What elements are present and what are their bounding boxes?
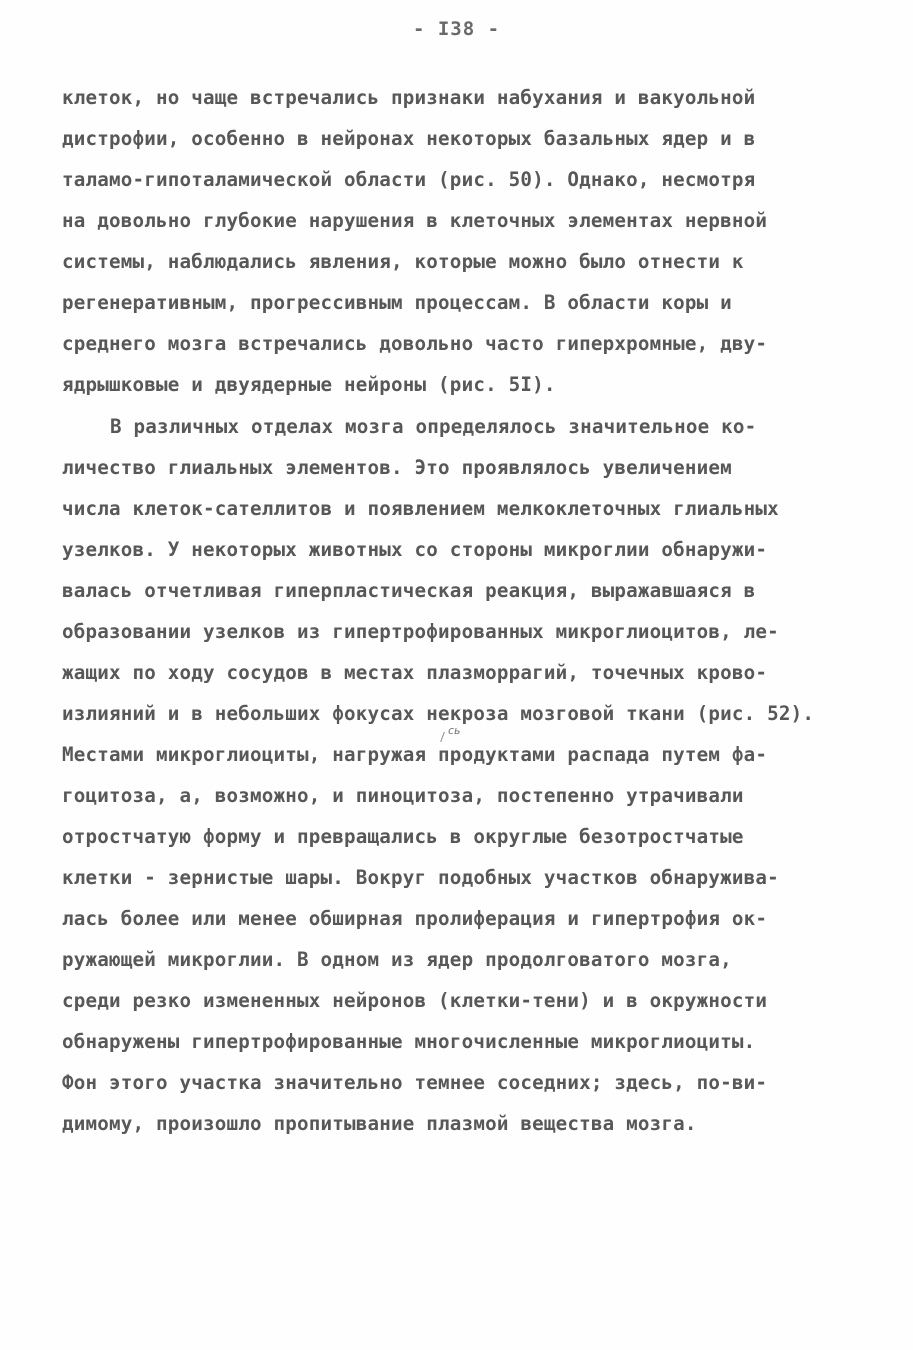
paragraph-2-line-18: димому, произошло пропитывание плазмой вещества мозга.	[62, 1112, 697, 1135]
paragraph-2-line-5: валась отчетливая гиперпластическая реакция, выражавшаяся в	[62, 579, 756, 602]
paragraph-1-line-4: на довольно глубокие нарушения в клеточных элементах нервной	[62, 209, 768, 232]
handwritten-annotation: сь	[448, 724, 461, 737]
paragraph-2-line-10: гоцитоза, а, возможно, и пиноцитоза, постепенно утрачивали	[62, 784, 744, 807]
paragraph-2-line-6: образовании узелков из гипертрофированных микроглиоцитов, ле-	[62, 620, 779, 643]
paragraph-2-line-13: лась более или менее обширная пролиферация и гипертрофия ок-	[62, 907, 768, 930]
paragraph-2-line-14: ружающей микроглии. В одном из ядер продолговатого мозга,	[62, 948, 732, 971]
paragraph-1-line-2: дистрофии, особенно в нейронах некоторых базальных ядер и в	[62, 127, 756, 150]
paragraph-2-line-3: числа клеток-сателлитов и появлением мелкоклеточных глиальных	[62, 497, 779, 520]
paragraph-2-line-1: В различных отделах мозга определялось значительное ко-	[110, 415, 757, 438]
paragraph-2-line-9: Местами микроглиоциты, нагружая продуктами распада путем фа-	[62, 743, 768, 766]
paragraph-2-line-4: узелков. У некоторых животных со стороны микроглии обнаружи-	[62, 538, 768, 561]
paragraph-1-line-5: системы, наблюдались явления, которые можно было отнести к	[62, 250, 744, 273]
paragraph-1-line-8: ядрышковые и двуядерные нейроны (рис. 5I).	[62, 373, 556, 396]
paragraph-2-line-12: клетки - зернистые шары. Вокруг подобных участков обнаружива-	[62, 866, 779, 889]
paragraph-2-line-8: излияний и в небольших фокусах некроза мозговой ткани (рис. 52).	[62, 702, 815, 725]
paragraph-2-line-15: среди резко измененных нейронов (клетки-тени) и в окружности	[62, 989, 768, 1012]
paragraph-2-line-2: личество глиальных элементов. Это проявлялось увеличением	[62, 456, 732, 479]
paragraph-1-line-3: таламо-гипоталамической области (рис. 50). Однако, несмотря	[62, 168, 756, 191]
paragraph-1-line-6: регенеративным, прогрессивным процессам. В области коры и	[62, 291, 732, 314]
paragraph-2-line-7: жащих по ходу сосудов в местах плазморрагий, точечных крово-	[62, 661, 768, 684]
paragraph-1-line-7: среднего мозга встречались довольно часто гиперхромные, дву-	[62, 332, 768, 355]
paragraph-2-line-11: отростчатую форму и превращались в округлые безотростчатые	[62, 825, 744, 848]
paragraph-1-line-1: клеток, но чаще встречались признаки набухания и вакуольной	[62, 86, 756, 109]
paragraph-2-line-17: Фон этого участка значительно темнее соседних; здесь, по-ви-	[62, 1071, 768, 1094]
page-number: - I38 -	[412, 18, 501, 40]
paragraph-2-line-16: обнаружены гипертрофированные многочисленные микроглиоциты.	[62, 1030, 756, 1053]
